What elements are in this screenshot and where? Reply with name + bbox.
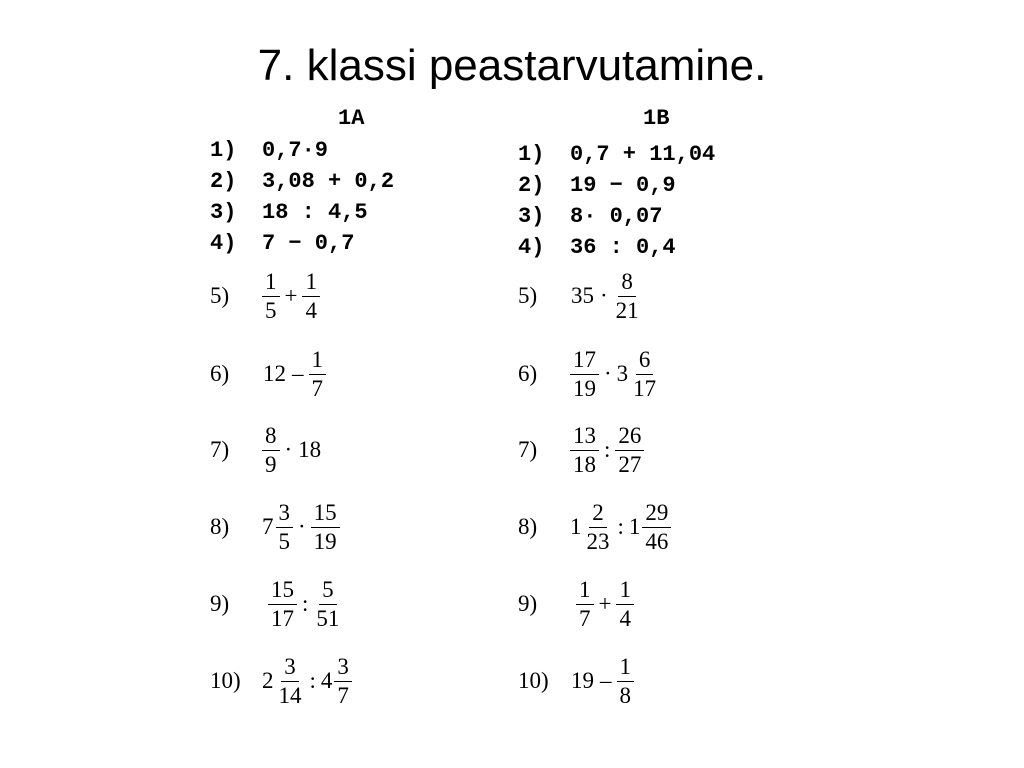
- numerator: 1: [576, 576, 594, 605]
- fraction-task: [518, 569, 636, 639]
- whole-number: 35: [571, 283, 594, 308]
- fraction-task: [210, 492, 342, 562]
- task-expression: 36 : 0,4: [570, 235, 676, 260]
- task-item: [518, 170, 715, 201]
- task-item: [518, 232, 715, 263]
- operator-sign: :: [604, 437, 611, 462]
- fraction: [617, 653, 635, 710]
- task-number: 4): [210, 231, 237, 256]
- whole-number: 18: [298, 437, 322, 462]
- task-number: 7): [210, 437, 230, 462]
- task-number: 3): [210, 200, 237, 225]
- numerator: 15: [311, 499, 340, 528]
- fraction-task: [518, 339, 661, 409]
- fraction-task: [518, 261, 644, 331]
- fraction-expression: [568, 346, 661, 403]
- operator-sign: ·: [600, 283, 608, 308]
- fraction-expression: [260, 268, 322, 325]
- mixed-whole-part: 3: [616, 361, 629, 386]
- fraction-expression: [260, 346, 328, 403]
- fraction: [313, 576, 342, 633]
- fraction-task: [518, 646, 636, 716]
- variant-heading: 1B: [643, 106, 670, 131]
- mixed-whole-part: 1: [628, 514, 641, 539]
- numerator: 3: [281, 653, 299, 682]
- numerator: 8: [262, 422, 280, 451]
- operator-sign: ·: [604, 361, 612, 386]
- task-item: [210, 166, 394, 197]
- operator-sign: –: [600, 668, 612, 693]
- denominator: 19: [313, 528, 337, 554]
- task-number: 10): [518, 668, 549, 693]
- task-number: 6): [210, 361, 230, 386]
- fraction: [276, 653, 305, 710]
- operator-sign: :: [617, 514, 624, 539]
- task-number: 6): [518, 361, 538, 386]
- fraction: [576, 576, 594, 633]
- mixed-whole-part: 7: [262, 514, 274, 539]
- denominator: 4: [619, 605, 631, 631]
- task-number: 2): [210, 169, 237, 194]
- numerator: 1: [302, 268, 320, 297]
- fraction: [311, 499, 340, 556]
- fraction: [642, 499, 671, 556]
- denominator: 17: [271, 605, 294, 631]
- fraction-task: [210, 569, 344, 639]
- page-title: 7. klassi peastarvutamine.: [257, 41, 767, 90]
- task-expression: 0,7 + 11,04: [570, 142, 716, 167]
- numerator: 15: [268, 576, 297, 605]
- fraction-task: [518, 492, 673, 562]
- task-number: 3): [518, 204, 545, 229]
- fraction: [615, 422, 644, 479]
- task-number: 5): [518, 283, 538, 308]
- mixed-whole-part: 1: [570, 514, 582, 539]
- task-number: 2): [518, 173, 545, 198]
- task-item: [518, 201, 715, 232]
- fraction: [630, 346, 659, 403]
- task-item: [518, 139, 715, 170]
- fraction: [334, 653, 352, 710]
- fraction-expression: [260, 499, 342, 556]
- fraction: [570, 422, 599, 479]
- numerator: 6: [636, 346, 654, 375]
- numerator: 29: [642, 499, 671, 528]
- numerator: 2: [589, 499, 607, 528]
- task-expression: 7 − 0,7: [262, 231, 355, 256]
- task-expression: 8· 0,07: [570, 204, 663, 229]
- numerator: 3: [276, 499, 294, 528]
- fraction-expression: [260, 653, 354, 710]
- denominator: 27: [618, 451, 642, 477]
- numerator: 26: [615, 422, 644, 451]
- task-expression: 18 : 4,5: [262, 200, 368, 225]
- task-expression: 19 − 0,9: [570, 173, 676, 198]
- fraction-task: [518, 415, 646, 485]
- whole-number: 12: [263, 361, 286, 386]
- mixed-whole-part: 2: [262, 668, 274, 693]
- mixed-whole-part: 4: [320, 668, 333, 693]
- fraction-task: [210, 646, 354, 716]
- fraction-expression: [568, 268, 644, 325]
- denominator: 8: [619, 682, 631, 708]
- fraction: [262, 422, 280, 479]
- text-task-list: [210, 135, 394, 259]
- whole-number: 19: [571, 668, 594, 693]
- numerator: 1: [262, 268, 280, 297]
- operator-sign: :: [309, 668, 316, 693]
- denominator: 9: [265, 451, 277, 477]
- task-number: 9): [210, 591, 230, 616]
- numerator: 1: [309, 346, 327, 375]
- denominator: 21: [615, 297, 639, 323]
- operator-sign: +: [598, 591, 612, 616]
- task-number: 1): [518, 142, 545, 167]
- fraction: [570, 346, 599, 403]
- fraction-task: [210, 261, 322, 331]
- task-number: 8): [518, 514, 538, 539]
- task-expression: 3,08 + 0,2: [262, 169, 395, 194]
- task-number: 5): [210, 283, 230, 308]
- operator-sign: +: [284, 283, 298, 308]
- operator-sign: ·: [284, 437, 293, 462]
- fraction-expression: [568, 422, 646, 479]
- denominator: 14: [278, 682, 302, 708]
- denominator: 5: [278, 528, 290, 554]
- numerator: 13: [570, 422, 599, 451]
- denominator: 7: [337, 682, 349, 708]
- numerator: 1: [616, 576, 634, 605]
- fraction: [268, 576, 297, 633]
- task-number: 9): [518, 591, 538, 616]
- task-item: [210, 135, 394, 166]
- fraction: [584, 499, 613, 556]
- numerator: 17: [570, 346, 599, 375]
- numerator: 3: [334, 653, 352, 682]
- numerator: 1: [617, 653, 635, 682]
- denominator: 4: [305, 297, 317, 323]
- denominator: 18: [573, 451, 596, 477]
- task-number: 10): [210, 668, 241, 693]
- fraction: [262, 268, 280, 325]
- fraction-expression: [574, 576, 636, 633]
- fraction: [616, 576, 634, 633]
- denominator: 51: [316, 605, 340, 631]
- denominator: 5: [265, 297, 277, 323]
- task-number: 4): [518, 235, 545, 260]
- task-item: [210, 228, 394, 259]
- fraction: [276, 499, 294, 556]
- denominator: 17: [633, 375, 657, 401]
- numerator: 8: [618, 268, 636, 297]
- text-task-list: [518, 139, 715, 263]
- fraction-task: [210, 339, 328, 409]
- task-expression: 0,7·9: [262, 138, 329, 163]
- operator-sign: :: [302, 591, 309, 616]
- fraction: [309, 346, 327, 403]
- denominator: 7: [311, 375, 323, 401]
- fraction-task: [210, 415, 324, 485]
- fraction-expression: [568, 653, 636, 710]
- numerator: 5: [319, 576, 337, 605]
- operator-sign: ·: [298, 514, 306, 539]
- denominator: 7: [579, 605, 591, 631]
- denominator: 23: [586, 528, 610, 554]
- denominator: 19: [573, 375, 596, 401]
- fraction: [302, 268, 320, 325]
- task-item: [210, 197, 394, 228]
- denominator: 46: [645, 528, 669, 554]
- fraction-expression: [568, 499, 673, 556]
- task-number: 1): [210, 138, 237, 163]
- task-number: 8): [210, 514, 230, 539]
- task-number: 7): [518, 437, 538, 462]
- operator-sign: –: [292, 361, 304, 386]
- fraction-expression: [266, 576, 344, 633]
- fraction-expression: [260, 422, 324, 479]
- variant-heading: 1A: [338, 106, 365, 131]
- fraction: [613, 268, 642, 325]
